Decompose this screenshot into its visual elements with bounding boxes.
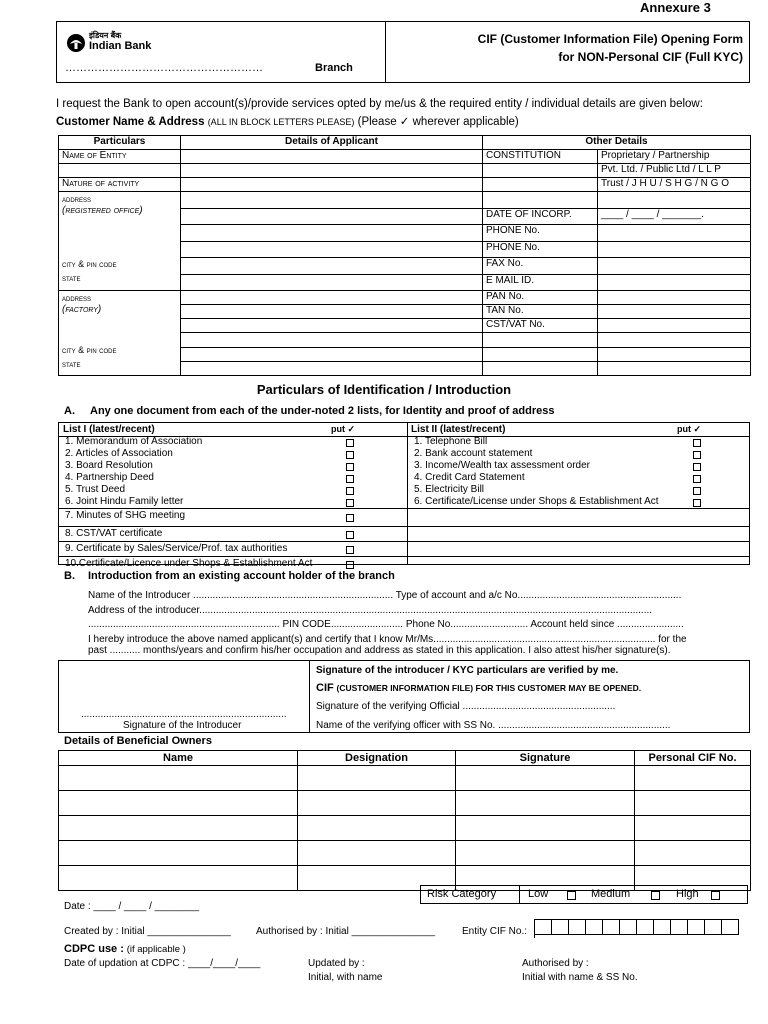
nature-activity-label: Nature of activity [59, 178, 181, 192]
risk-high-checkbox[interactable] [711, 891, 720, 900]
list1-checkbox[interactable] [346, 439, 354, 447]
name-of-entity-label: Name of Entity [59, 150, 181, 164]
bo-designation-cell[interactable] [298, 791, 456, 816]
branch-dots[interactable]: ……………………………………………… [65, 62, 263, 74]
other-blank-4 [483, 192, 598, 209]
list1-item-label: 7. Minutes of SHG meeting [65, 510, 186, 521]
introducer-name-line[interactable]: Name of the Introducer ........................................................................ Type of account and a/c No........................................................... [88, 590, 682, 601]
factory-address-field-4[interactable] [181, 333, 483, 347]
bo-hdr-name: Name [59, 751, 298, 766]
risk-high-label: High [676, 888, 699, 900]
cif-opened-line [316, 682, 641, 694]
entity-cif-boxes[interactable] [534, 919, 749, 938]
bo-signature-cell[interactable] [456, 841, 635, 866]
list2-checkbox[interactable] [693, 487, 701, 495]
other-blank-14 [483, 333, 598, 347]
constitution-label: CONSTITUTION [483, 150, 598, 164]
bo-name-cell[interactable] [59, 841, 298, 866]
beneficial-table [58, 750, 751, 891]
list1-checkbox[interactable] [346, 475, 354, 483]
verification-box [58, 660, 750, 733]
list2-put: put ✓ [677, 424, 702, 434]
tan-label: TAN No. [483, 305, 598, 319]
list2-item-label: 6. Certificate/License under Shops & Establishment Act [414, 496, 659, 507]
list2-blank-row [408, 526, 749, 541]
list2-checkbox[interactable] [693, 499, 701, 507]
list1-item [59, 496, 407, 508]
entity-cif-label: Entity CIF No.: [462, 926, 528, 937]
list2-item [408, 436, 749, 448]
authorised-initial-field[interactable]: Initial with name & SS No. [522, 972, 638, 983]
bo-row [59, 816, 751, 841]
bo-row [59, 841, 751, 866]
list2-checkbox[interactable] [693, 475, 701, 483]
list1-checkbox[interactable] [346, 463, 354, 471]
list1-checkbox[interactable] [346, 531, 354, 539]
updated-by-label: Updated by : [308, 958, 365, 969]
cif-digit-box[interactable] [535, 919, 552, 935]
hdr-particulars: Particulars [59, 136, 181, 150]
list2-item-label: 2. Bank account statement [414, 448, 533, 459]
constitution-blank-3 [483, 178, 598, 192]
cif-digit-box[interactable] [722, 919, 739, 935]
registered-office-text: (registered office) [62, 205, 143, 216]
customer-name-line [56, 114, 519, 128]
cdpc-use-line [64, 943, 186, 955]
block-letters-note: (ALL IN BLOCK LETTERS PLEASE) [207, 117, 355, 127]
verify-title: Signature of the introducer / KYC particulars are verified by me. [316, 665, 619, 676]
hdr-other: Other Details [483, 136, 751, 150]
risk-category-box [420, 885, 748, 904]
list1-checkbox[interactable] [346, 499, 354, 507]
factory-address-field-2[interactable] [181, 305, 483, 319]
form-title-1: CIF (Customer Information File) Opening Form [477, 32, 743, 46]
if-applicable-label: (if applicable ) [126, 944, 186, 955]
list2-item-label: 5. Electricity Bill [414, 484, 485, 495]
section-b-letter: B. [64, 570, 75, 582]
list2-checkbox[interactable] [693, 439, 701, 447]
risk-low-checkbox[interactable] [567, 891, 576, 900]
list2-blank-row [408, 556, 749, 570]
bo-cif-cell[interactable] [635, 766, 751, 791]
constitution-opt-3[interactable]: Trust / J H U / S H G / N G O [598, 178, 751, 192]
phone1-field[interactable] [598, 225, 751, 242]
cif-digit-box[interactable] [603, 919, 620, 935]
hdr-applicant: Details of Applicant [181, 136, 483, 150]
list1-item-label: 4. Partnership Deed [65, 472, 154, 483]
city-pin-text: city & pin code [62, 259, 117, 269]
reg-address-label [59, 192, 181, 291]
constitution-opt-2[interactable]: Pvt. Ltd. / Public Ltd / L L P [598, 164, 751, 178]
entity-extra-field[interactable] [181, 164, 483, 178]
bo-designation-cell[interactable] [298, 766, 456, 791]
cif-digit-box[interactable] [552, 919, 569, 935]
fax-label: FAX No. [483, 258, 598, 275]
list2-item-label: 1. Telephone Bill [414, 436, 488, 447]
factory-state-field[interactable] [181, 361, 483, 375]
list1-item [59, 541, 407, 556]
bo-signature-cell[interactable] [456, 766, 635, 791]
list1-item-label: 6. Joint Hindu Family letter [65, 496, 184, 507]
pan-field[interactable] [598, 291, 751, 305]
list1-checkbox[interactable] [346, 487, 354, 495]
cif-note: (CUSTOMER INFORMATION FILE) FOR THIS CUSTOMER MAY BE OPENED. [336, 683, 642, 693]
list2-item [408, 448, 749, 460]
cdpc-use-label: CDPC use : [64, 943, 124, 955]
phone2-label: PHONE No. [483, 241, 598, 258]
other-blank-16 [483, 361, 598, 375]
id-lists-box [58, 422, 750, 569]
list1-put: put ✓ [331, 424, 356, 434]
list2-blank-row [408, 508, 749, 526]
list2-header: List II (latest/recent) [411, 424, 506, 435]
other-blank-15b [598, 347, 751, 361]
section-a-letter: A. [64, 405, 75, 417]
authorised-by-field[interactable]: Authorised by : Initial _______________ [256, 926, 436, 937]
cif-digit-box[interactable] [705, 919, 722, 935]
reg-state-field[interactable] [181, 274, 483, 291]
cif-digit-box[interactable] [569, 919, 586, 935]
customer-name-label: Customer Name & Address [56, 116, 205, 128]
logo-text: Indian Bank [89, 40, 152, 52]
nature-activity-field[interactable] [181, 178, 483, 192]
phone2-field[interactable] [598, 241, 751, 258]
cif-digit-box[interactable] [671, 919, 688, 935]
bo-name-cell[interactable] [59, 766, 298, 791]
address2-text: address [62, 293, 92, 303]
entity-extra-label [59, 164, 181, 178]
beneficial-title: Details of Beneficial Owners [64, 735, 212, 747]
request-text: I request the Bank to open account(s)/provide services opted by me/us & the required entity / individual details are given below: [56, 98, 703, 110]
list1-item-label: 5. Trust Deed [65, 484, 126, 495]
list1-item-label: 2. Articles of Association [65, 448, 173, 459]
verifying-officer-name[interactable]: Name of the verifying officer with SS No. .............................................................. [316, 720, 671, 731]
list2-item-label: 4. Credit Card Statement [414, 472, 525, 483]
cif-digit-box[interactable] [654, 919, 671, 935]
introducer-signature-dots[interactable]: .......................................................................... [81, 709, 287, 720]
list1-header: List I (latest/recent) [63, 424, 155, 435]
list1-item-label: 3. Board Resolution [65, 460, 153, 471]
list1-item [59, 484, 407, 496]
list2-blank-row [408, 541, 749, 556]
factory-address-label [59, 291, 181, 376]
email-field[interactable] [598, 274, 751, 291]
form-title-2: for NON-Personal CIF (Full KYC) [558, 50, 743, 64]
reg-city-field[interactable] [181, 258, 483, 275]
please-tick-note: (Please ✓ wherever applicable) [357, 116, 519, 128]
fax-field[interactable] [598, 258, 751, 275]
list2 [408, 436, 749, 570]
annexure-label: Annexure 3 [640, 0, 711, 15]
list1-checkbox[interactable] [346, 561, 354, 569]
list2-checkbox[interactable] [693, 463, 701, 471]
tan-field[interactable] [598, 305, 751, 319]
factory-city-field[interactable] [181, 347, 483, 361]
list2-item [408, 472, 749, 484]
other-blank-15 [483, 347, 598, 361]
bo-cif-cell[interactable] [635, 791, 751, 816]
list1-item [59, 526, 407, 541]
factory-text: (factory) [62, 304, 102, 315]
updated-initial-field[interactable]: Initial, with name [308, 972, 383, 983]
section-a-text: Any one document from each of the under-noted 2 lists, for Identity and proof of address [90, 405, 555, 417]
cif-digit-box[interactable] [620, 919, 637, 935]
pan-label: PAN No. [483, 291, 598, 305]
list1-item-label: 9. Certificate by Sales/Service/Prof. tax authorities [65, 543, 288, 554]
list1-item [59, 460, 407, 472]
cif-digit-box[interactable] [586, 919, 603, 935]
date-field[interactable]: Date : ____ / ____ / ________ [64, 901, 200, 912]
list1-checkbox[interactable] [346, 451, 354, 459]
introducer-pin-line[interactable]: ..................................................................... PIN CODE.......................... Phone No............................ Account held since ........................ [88, 619, 684, 630]
bo-row [59, 766, 751, 791]
bo-signature-cell[interactable] [456, 791, 635, 816]
list2-checkbox[interactable] [693, 451, 701, 459]
factory-address-field-1[interactable] [181, 291, 483, 305]
date-incorp-label: DATE OF INCORP. [483, 208, 598, 225]
list1-item [59, 448, 407, 460]
verifying-official-signature[interactable]: Signature of the verifying Official ....................................................... [316, 701, 616, 712]
reg-address-field-3[interactable] [181, 225, 483, 242]
list2-item-label: 3. Income/Wealth tax assessment order [414, 460, 591, 471]
reg-address-field-2[interactable] [181, 208, 483, 225]
section-b-text: Introduction from an existing account holder of the branch [88, 570, 395, 582]
bo-cif-cell[interactable] [635, 816, 751, 841]
risk-medium-label: Medium [591, 888, 631, 900]
bo-designation-cell[interactable] [298, 841, 456, 866]
cif-digit-box[interactable] [688, 919, 705, 935]
cif-digit-box[interactable] [637, 919, 654, 935]
bo-cif-cell[interactable] [635, 841, 751, 866]
header-box [56, 21, 750, 83]
list1-item [59, 508, 407, 526]
state-text: state [62, 273, 81, 283]
state2-text: state [62, 359, 81, 369]
list2-item [408, 484, 749, 496]
list2-item [408, 496, 749, 508]
list2-item [408, 460, 749, 472]
branch-label: Branch [315, 62, 353, 74]
factory-address-field-3[interactable] [181, 319, 483, 333]
created-by-field[interactable]: Created by : Initial _______________ [64, 926, 231, 937]
email-label: E MAIL ID. [483, 274, 598, 291]
list1-item-label: 1. Memorandum of Association [65, 436, 203, 447]
bo-hdr-cif: Personal CIF No. [635, 751, 751, 766]
address-text: address [62, 194, 92, 204]
introducer-address-line[interactable]: Address of the introducer................................................................................................................................................................... [88, 605, 653, 616]
bo-row [59, 791, 751, 816]
authorised-by2-label: Authorised by : [522, 958, 589, 969]
list1-item-label: 10.Certificate/Licence under Shops & Establishment Act [65, 558, 313, 569]
bo-name-cell[interactable] [59, 866, 298, 891]
logo-script-text: इंडियन बैंक [89, 31, 122, 40]
name-of-entity-field[interactable] [181, 150, 483, 164]
risk-label: Risk Category [427, 888, 497, 900]
list1-checkbox[interactable] [346, 514, 354, 522]
other-blank-16b [598, 361, 751, 375]
risk-low-label: Low [528, 888, 549, 900]
city-pin2-text: city & pin code [62, 345, 117, 355]
cst-field[interactable] [598, 319, 751, 333]
introducer-signature-label: Signature of the Introducer [123, 720, 242, 731]
cif-word: CIF [316, 682, 334, 694]
list1 [59, 436, 407, 570]
details-table [58, 135, 751, 376]
introduce-statement-line: I hereby introduce the above named applicant(s) and certify that I know Mr/Ms................................................................................ for the [88, 634, 687, 645]
bank-logo-icon [65, 32, 87, 54]
cdpc-date-field[interactable]: Date of updation at CDPC : ____/____/____ [64, 958, 261, 969]
identification-title: Particulars of Identification / Introduction [256, 382, 512, 397]
constitution-blank-2 [483, 164, 598, 178]
list1-checkbox[interactable] [346, 546, 354, 554]
list1-item [59, 556, 407, 570]
other-blank-14b [598, 333, 751, 347]
bo-hdr-signature: Signature [456, 751, 635, 766]
bo-hdr-designation: Designation [298, 751, 456, 766]
bo-name-cell[interactable] [59, 791, 298, 816]
bank-logo [65, 30, 165, 58]
bo-designation-cell[interactable] [298, 816, 456, 841]
list1-item [59, 472, 407, 484]
date-incorp-field[interactable]: ____ / ____ / _______. [598, 208, 751, 225]
constitution-opt-1[interactable]: Proprietary / Partnership [598, 150, 751, 164]
other-blank-4b [598, 192, 751, 209]
reg-address-field-1[interactable] [181, 192, 483, 209]
risk-medium-checkbox[interactable] [651, 891, 660, 900]
introduce-statement-line-2: past ........... months/years and confirm his/her occupation and address as stated in this application. I also attest his/her signature(s). [88, 645, 671, 656]
phone1-label: PHONE No. [483, 225, 598, 242]
bo-name-cell[interactable] [59, 816, 298, 841]
list1-item [59, 436, 407, 448]
list1-item-label: 8. CST/VAT certificate [65, 528, 163, 539]
reg-address-field-4[interactable] [181, 241, 483, 258]
cst-label: CST/VAT No. [483, 319, 598, 333]
bo-signature-cell[interactable] [456, 816, 635, 841]
